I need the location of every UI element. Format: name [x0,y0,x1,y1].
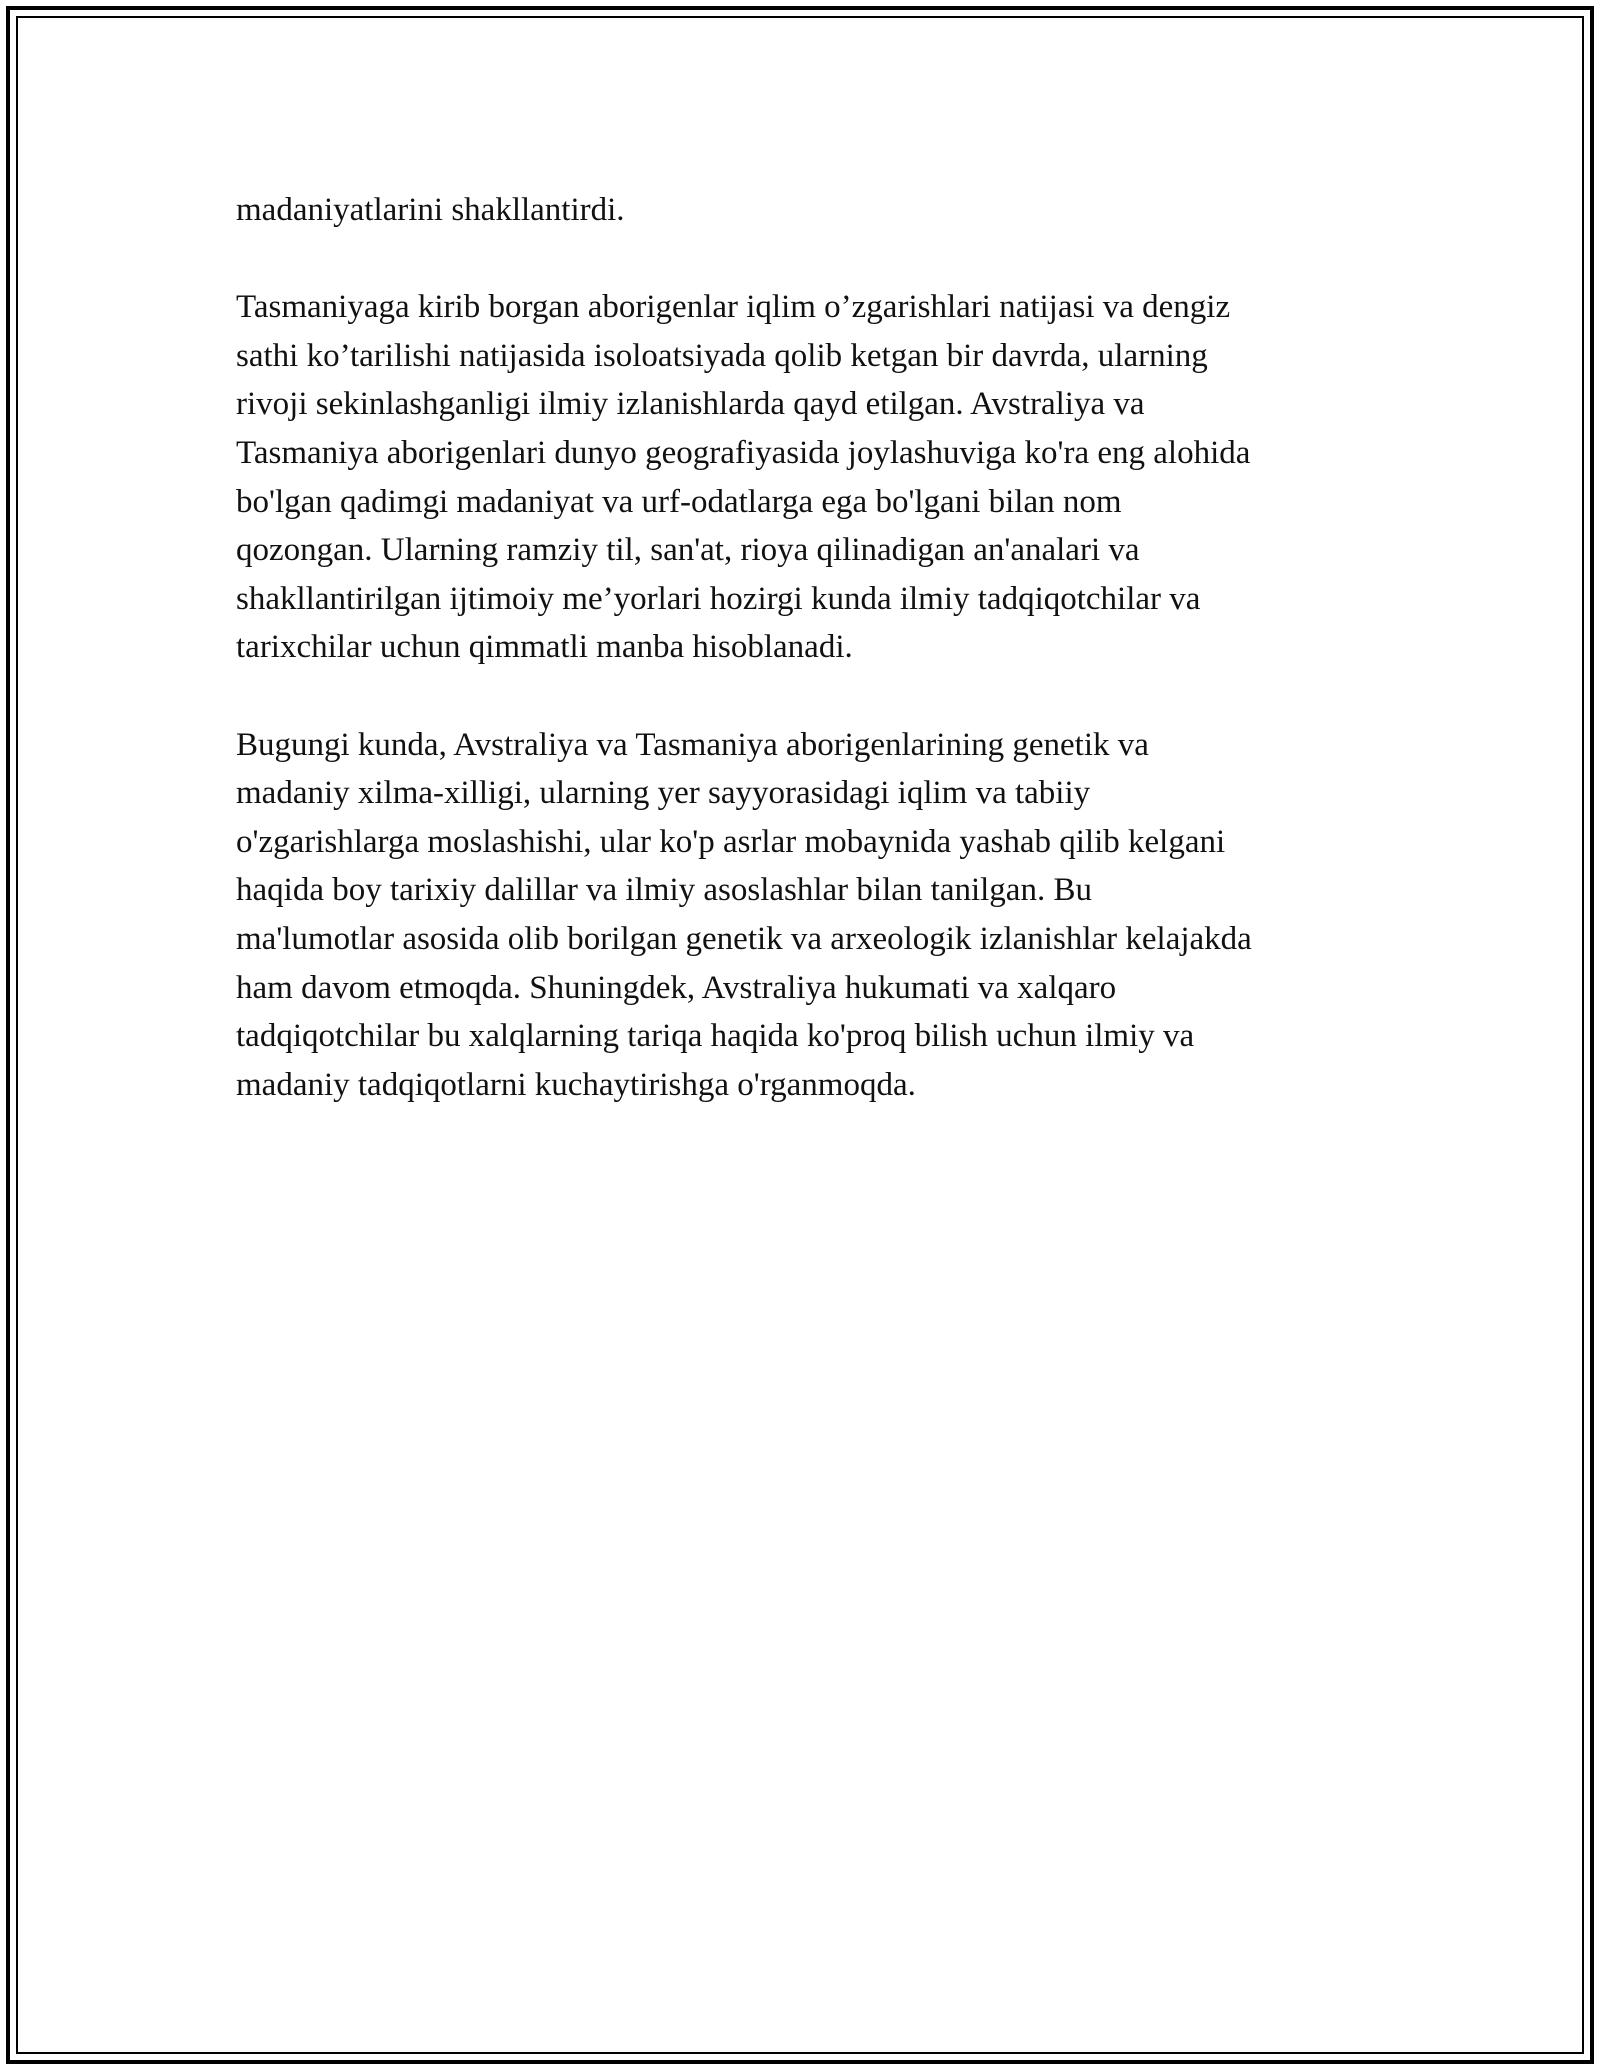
paragraph-modern-research: Bugungi kunda, Avstraliya va Tasmaniya aborigenlarining genetik va madaniy xilma-xilligi, ularning yer sayyorasidagi iqlim va tabiiy o'zgarishlarga moslashishi, ular ko'p asrlar mobaynida yashab qilib kelgani haqida boy tarixiy dalillar va ilmiy asoslashlar bilan tanilgan. Bu ma'lumotlar asosida olib borilgan genetik va arxeologik izlanishlar kelajakda ham davom etmoqda. Shuningdek, Avstraliya hukumati va xalqaro tadqiqotchilar bu xalqlarning tariqa haqida ko'proq bilish uchun ilmiy va madaniy tadqiqotlarni kuchaytirishga o'rganmoqda. [236,726,1252,1103]
paragraph-tasmania-isolation: Tasmaniyaga kirib borgan aborigenlar iqlim o’zgarishlari natijasi va dengiz sathi ko’tarilishi natijasida isoloatsiyada qolib ketgan bir davrda, ularning rivoji sekinlashganligi ilmiy izlanishlarda qayd etilgan. Avstraliya va Tasmaniya aborigenlari dunyo geografiyasida joylashuviga ko'ra eng alohida bo'lgan qadimgi madaniyat va urf-odatlarga ega bo'lgani bilan nom qozongan. Ularning ramziy til, san'at, rioya qilinadigan an'analari va shakllantirilgan ijtimoiy me’yorlari hozirgi kunda ilmiy tadqiqotchilar va tarixchilar uchun qimmatli manba hisoblanadi. [236,289,1251,666]
document-body [236,186,1416,1158]
paragraph-continuation: madaniyatlarini shakllantirdi. [236,192,625,228]
